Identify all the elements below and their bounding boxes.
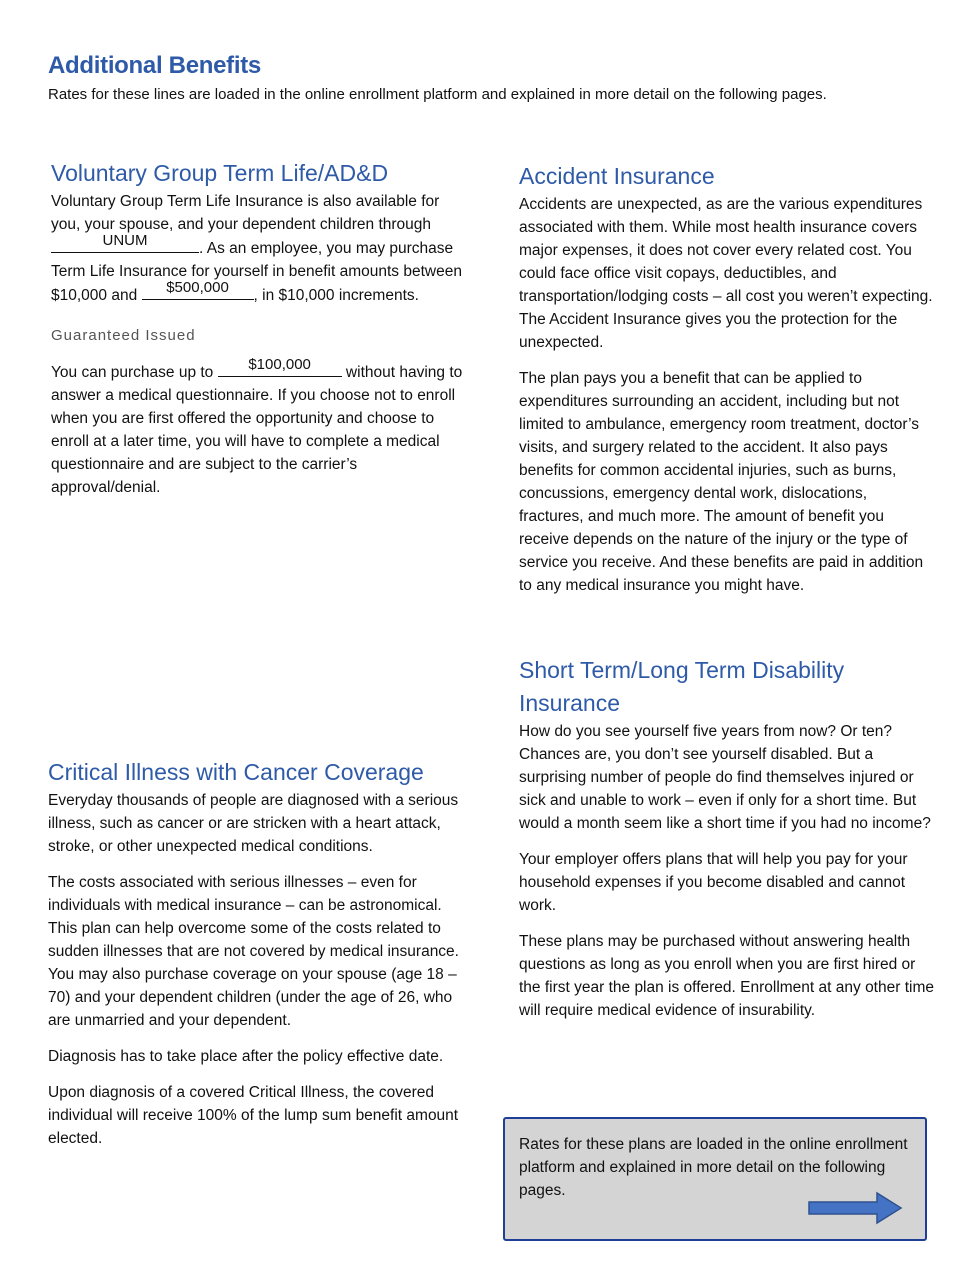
life-section bbox=[51, 157, 466, 512]
critical-paragraph-4: Upon diagnosis of a covered Critical Illness, the covered individual will receive 100% of the lump sum benefit amount elected. bbox=[48, 1084, 459, 1147]
accident-section bbox=[519, 160, 934, 610]
disability-paragraph-1: How do you see yourself five years from now? Or ten? Chances are, you don’t see yourself disabled. But a surprising number of people do find themselves injured or sick and unable to work – even if only for a short time. But would a month seem like a short time if you had no income? bbox=[519, 723, 931, 832]
carrier-value: UNUM bbox=[102, 232, 148, 249]
critical-heading: Critical Illness with Cancer Coverage bbox=[48, 759, 424, 785]
life-paragraph-1 bbox=[51, 190, 466, 307]
life-paragraph-2 bbox=[51, 356, 466, 499]
disability-paragraph-2: Your employer offers plans that will help you pay for your household expenses if you become disabled and cannot work. bbox=[519, 851, 908, 914]
guaranteed-issued-subheading: Guaranteed Issued bbox=[51, 327, 196, 344]
rates-callout bbox=[503, 1117, 927, 1241]
gi-amount-value: $100,000 bbox=[248, 356, 311, 373]
life-text: . As an employee, you may purchase Term Life Insurance for yourself in benefit amounts between $10,000 and bbox=[51, 240, 462, 304]
right-arrow-icon bbox=[807, 1191, 903, 1225]
critical-paragraph-2: The costs associated with serious illnesses – even for individuals with medical insurance – can be astronomical. This plan can help overcome some of the costs related to sudden illnesses that are not covered by medical insurance. You may also purchase coverage on your spouse (age 18 – 70) and your dependent children (under the age of 26, who are unmarried and your dependent. bbox=[48, 874, 459, 1029]
page-title: Additional Benefits bbox=[48, 52, 261, 79]
accident-paragraph-2: The plan pays you a benefit that can be applied to expenditures surrounding an accident, including but not limited to ambulance, emergency room treatment, doctor’s visits, and surgery related to the accident. It also pays benefits for common accidental injuries, such as burns, concussions, emergency dental work, dislocations, fractures, and much more. The amount of benefit you receive depends on the nature of the injury or the type of service you receive. And these benefits are paid in addition to any medical insurance you might have. bbox=[519, 370, 924, 594]
accident-paragraph-1: Accidents are unexpected, as are the various expenditures associated with them. While most health insurance covers major expenses, it does not cover every related cost. You could face office visit copays, deductibles, and transportation/lodging costs – all cost you weren’t expecting. The Accident Insurance gives you the protection for the unexpected. bbox=[519, 196, 933, 351]
life-text: Voluntary Group Term Life Insurance is also available for you, your spouse, and your dependent children through bbox=[51, 193, 440, 233]
callout-text: Rates for these plans are loaded in the online enrollment platform and explained in more detail on the following pages. bbox=[519, 1136, 908, 1199]
disability-paragraph-3: These plans may be purchased without answering health questions as long as you enroll when you are first hired or the first year the plan is offered. Enrollment at any other time will require medical evidence of insurability. bbox=[519, 933, 934, 1019]
page-intro: Rates for these lines are loaded in the online enrollment platform and explained in more detail on the following pages. bbox=[48, 86, 827, 103]
accident-heading: Accident Insurance bbox=[519, 163, 715, 189]
disability-heading: Short Term/Long Term Disability Insurance bbox=[519, 657, 845, 716]
life-text: without having to answer a medical questionnaire. If you choose not to enroll when you are first offered the opportunity and choose to enroll at a later time, you will have to complete a medical questionnaire and are subject to the carrier’s approval/denial. bbox=[51, 364, 463, 496]
life-heading: Voluntary Group Term Life/AD&D bbox=[51, 160, 389, 186]
life-text: You can purchase up to bbox=[51, 364, 218, 381]
max-amount-field bbox=[142, 279, 254, 300]
max-amount-value: $500,000 bbox=[166, 279, 229, 296]
life-text: , in $10,000 increments. bbox=[253, 287, 419, 304]
disability-section bbox=[519, 654, 934, 1035]
critical-paragraph-3: Diagnosis has to take place after the policy effective date. bbox=[48, 1048, 444, 1065]
carrier-field bbox=[51, 232, 199, 253]
gi-amount-field bbox=[218, 356, 342, 377]
critical-paragraph-1: Everyday thousands of people are diagnosed with a serious illness, such as cancer or are stricken with a heart attack, stroke, or other unexpected medical conditions. bbox=[48, 792, 459, 855]
critical-section bbox=[48, 756, 463, 1163]
